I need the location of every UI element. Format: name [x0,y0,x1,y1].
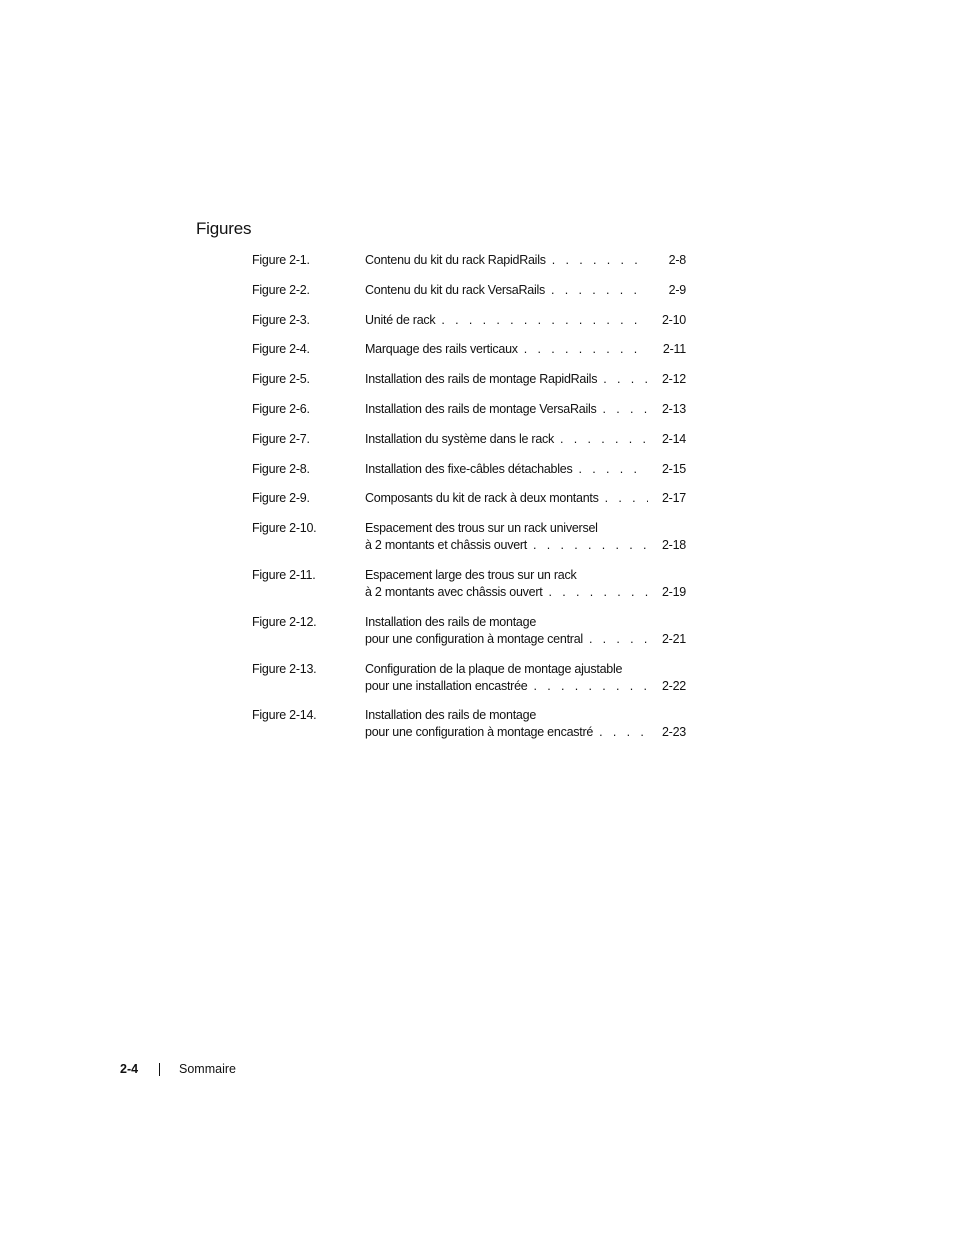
figure-caption [365,661,686,695]
toc-entry[interactable] [252,461,686,478]
figure-caption [365,567,686,601]
figure-caption [365,614,686,648]
toc-entry[interactable] [252,252,686,269]
figure-label: Figure 2-4. [252,342,310,357]
dot-leader [597,401,649,418]
figure-label: Figure 2-9. [252,491,310,506]
dot-leader [543,584,648,601]
figure-page-number: 2-9 [668,282,686,297]
figure-title-line: Installation des rails de montage [365,708,537,723]
figure-title-last-line [365,312,686,329]
figures-list [252,252,686,754]
figure-page-number: 2-17 [661,491,686,506]
figure-page-number: 2-18 [661,538,686,553]
figure-title-line: Unité de rack [365,312,436,327]
dot-leader [546,252,648,269]
figure-caption [365,490,686,507]
figure-title-line: Espacement des trous sur un rack universel [365,521,598,536]
figure-title-line: pour une configuration à montage encastré [365,725,594,740]
figure-caption [365,371,686,388]
toc-entry[interactable] [252,520,686,554]
figure-label: Figure 2-13. [252,661,317,676]
figure-title-last-line [365,431,686,448]
toc-entry[interactable] [252,614,686,648]
figure-caption [365,341,686,358]
figure-label: Figure 2-5. [252,372,310,387]
figure-label: Figure 2-14. [252,708,317,723]
figure-title-line: Installation du système dans le rack [365,431,555,446]
figure-title-last-line [365,282,686,299]
page-footer [120,1061,236,1078]
section-title: Figures [196,219,252,238]
figure-label: Figure 2-11. [252,567,316,582]
figure-title-last-line [365,461,686,478]
toc-entry[interactable] [252,312,686,329]
dot-leader [518,341,648,358]
figure-title-line: Espacement large des trous sur un rack [365,567,577,582]
toc-entry[interactable] [252,707,686,741]
toc-entry[interactable] [252,431,686,448]
figure-page-number: 2-19 [661,584,686,599]
dot-leader [528,678,648,695]
figure-label: Figure 2-1. [252,253,310,267]
figure-page-number: 2-14 [661,431,686,446]
figure-page-number: 2-23 [661,725,686,740]
dot-leader [435,312,648,329]
figure-title-line: Installation des rails de montage [365,614,537,629]
figure-label: Figure 2-12. [252,614,317,629]
toc-entry[interactable] [252,567,686,601]
figure-title-last-line [365,678,686,695]
toc-entry[interactable] [252,661,686,695]
dot-leader [545,282,648,299]
figure-title-last-line [365,371,686,388]
figure-label: Figure 2-8. [252,461,310,476]
figure-caption [365,707,686,741]
figure-page-number: 2-13 [661,401,686,416]
figure-title-line: à 2 montants avec châssis ouvert [365,584,543,599]
figure-title-line: Installation des fixe-câbles détachables [365,461,573,476]
figure-title-line: Installation des rails de montage VersaRails [365,401,597,416]
figure-page-number: 2-21 [661,631,686,646]
toc-entry[interactable] [252,401,686,418]
figure-title-line: pour une installation encastrée [365,678,528,693]
figure-title-line: Contenu du kit du rack RapidRails [365,253,546,267]
figure-title-line: Installation des rails de montage RapidRails [365,372,598,387]
figure-title-last-line [365,537,686,554]
toc-entry[interactable] [252,282,686,299]
dot-leader [593,724,648,741]
dot-leader [573,461,649,478]
figure-title-last-line [365,252,686,269]
figure-title-line: Marquage des rails verticaux [365,342,518,357]
toc-entry[interactable] [252,371,686,388]
figure-title-last-line [365,584,686,601]
figure-title-last-line [365,490,686,507]
figure-caption [365,282,686,299]
dot-leader [599,490,648,507]
figure-page-number: 2-11 [662,342,686,357]
figure-caption [365,252,686,269]
figure-caption [365,401,686,418]
figure-title-line: pour une configuration à montage central [365,631,583,646]
figure-page-number: 2-12 [661,372,686,387]
figure-label: Figure 2-7. [252,431,310,446]
figure-label: Figure 2-6. [252,401,310,416]
figure-title-last-line [365,401,686,418]
figure-label: Figure 2-2. [252,282,310,297]
dot-leader [527,537,648,554]
footer-section-name: Sommaire [179,1062,236,1076]
figure-caption [365,431,686,448]
figure-title-line: Composants du kit de rack à deux montants [365,491,599,506]
toc-entry[interactable] [252,490,686,507]
figure-caption [365,461,686,478]
dot-leader [597,371,648,388]
figure-title-last-line [365,341,686,358]
figure-title-line: à 2 montants et châssis ouvert [365,538,528,553]
figure-page-number: 2-10 [661,312,686,327]
figure-label: Figure 2-3. [252,312,310,327]
figure-page-number: 2-15 [661,461,686,476]
figure-title-last-line [365,724,686,741]
figure-title-last-line [365,631,686,648]
footer-page-number: 2-4 [120,1062,139,1076]
footer-separator [159,1063,160,1076]
figure-page-number: 2-8 [668,253,686,267]
figure-caption [365,520,686,554]
toc-entry[interactable] [252,341,686,358]
figure-page-number: 2-22 [661,678,686,693]
figure-label: Figure 2-10. [252,521,317,536]
figure-title-line: Configuration de la plaque de montage ajustable [365,661,623,676]
figure-title-line: Contenu du kit du rack VersaRails [365,282,546,297]
dot-leader [554,431,648,448]
figure-caption [365,312,686,329]
dot-leader [583,631,648,648]
